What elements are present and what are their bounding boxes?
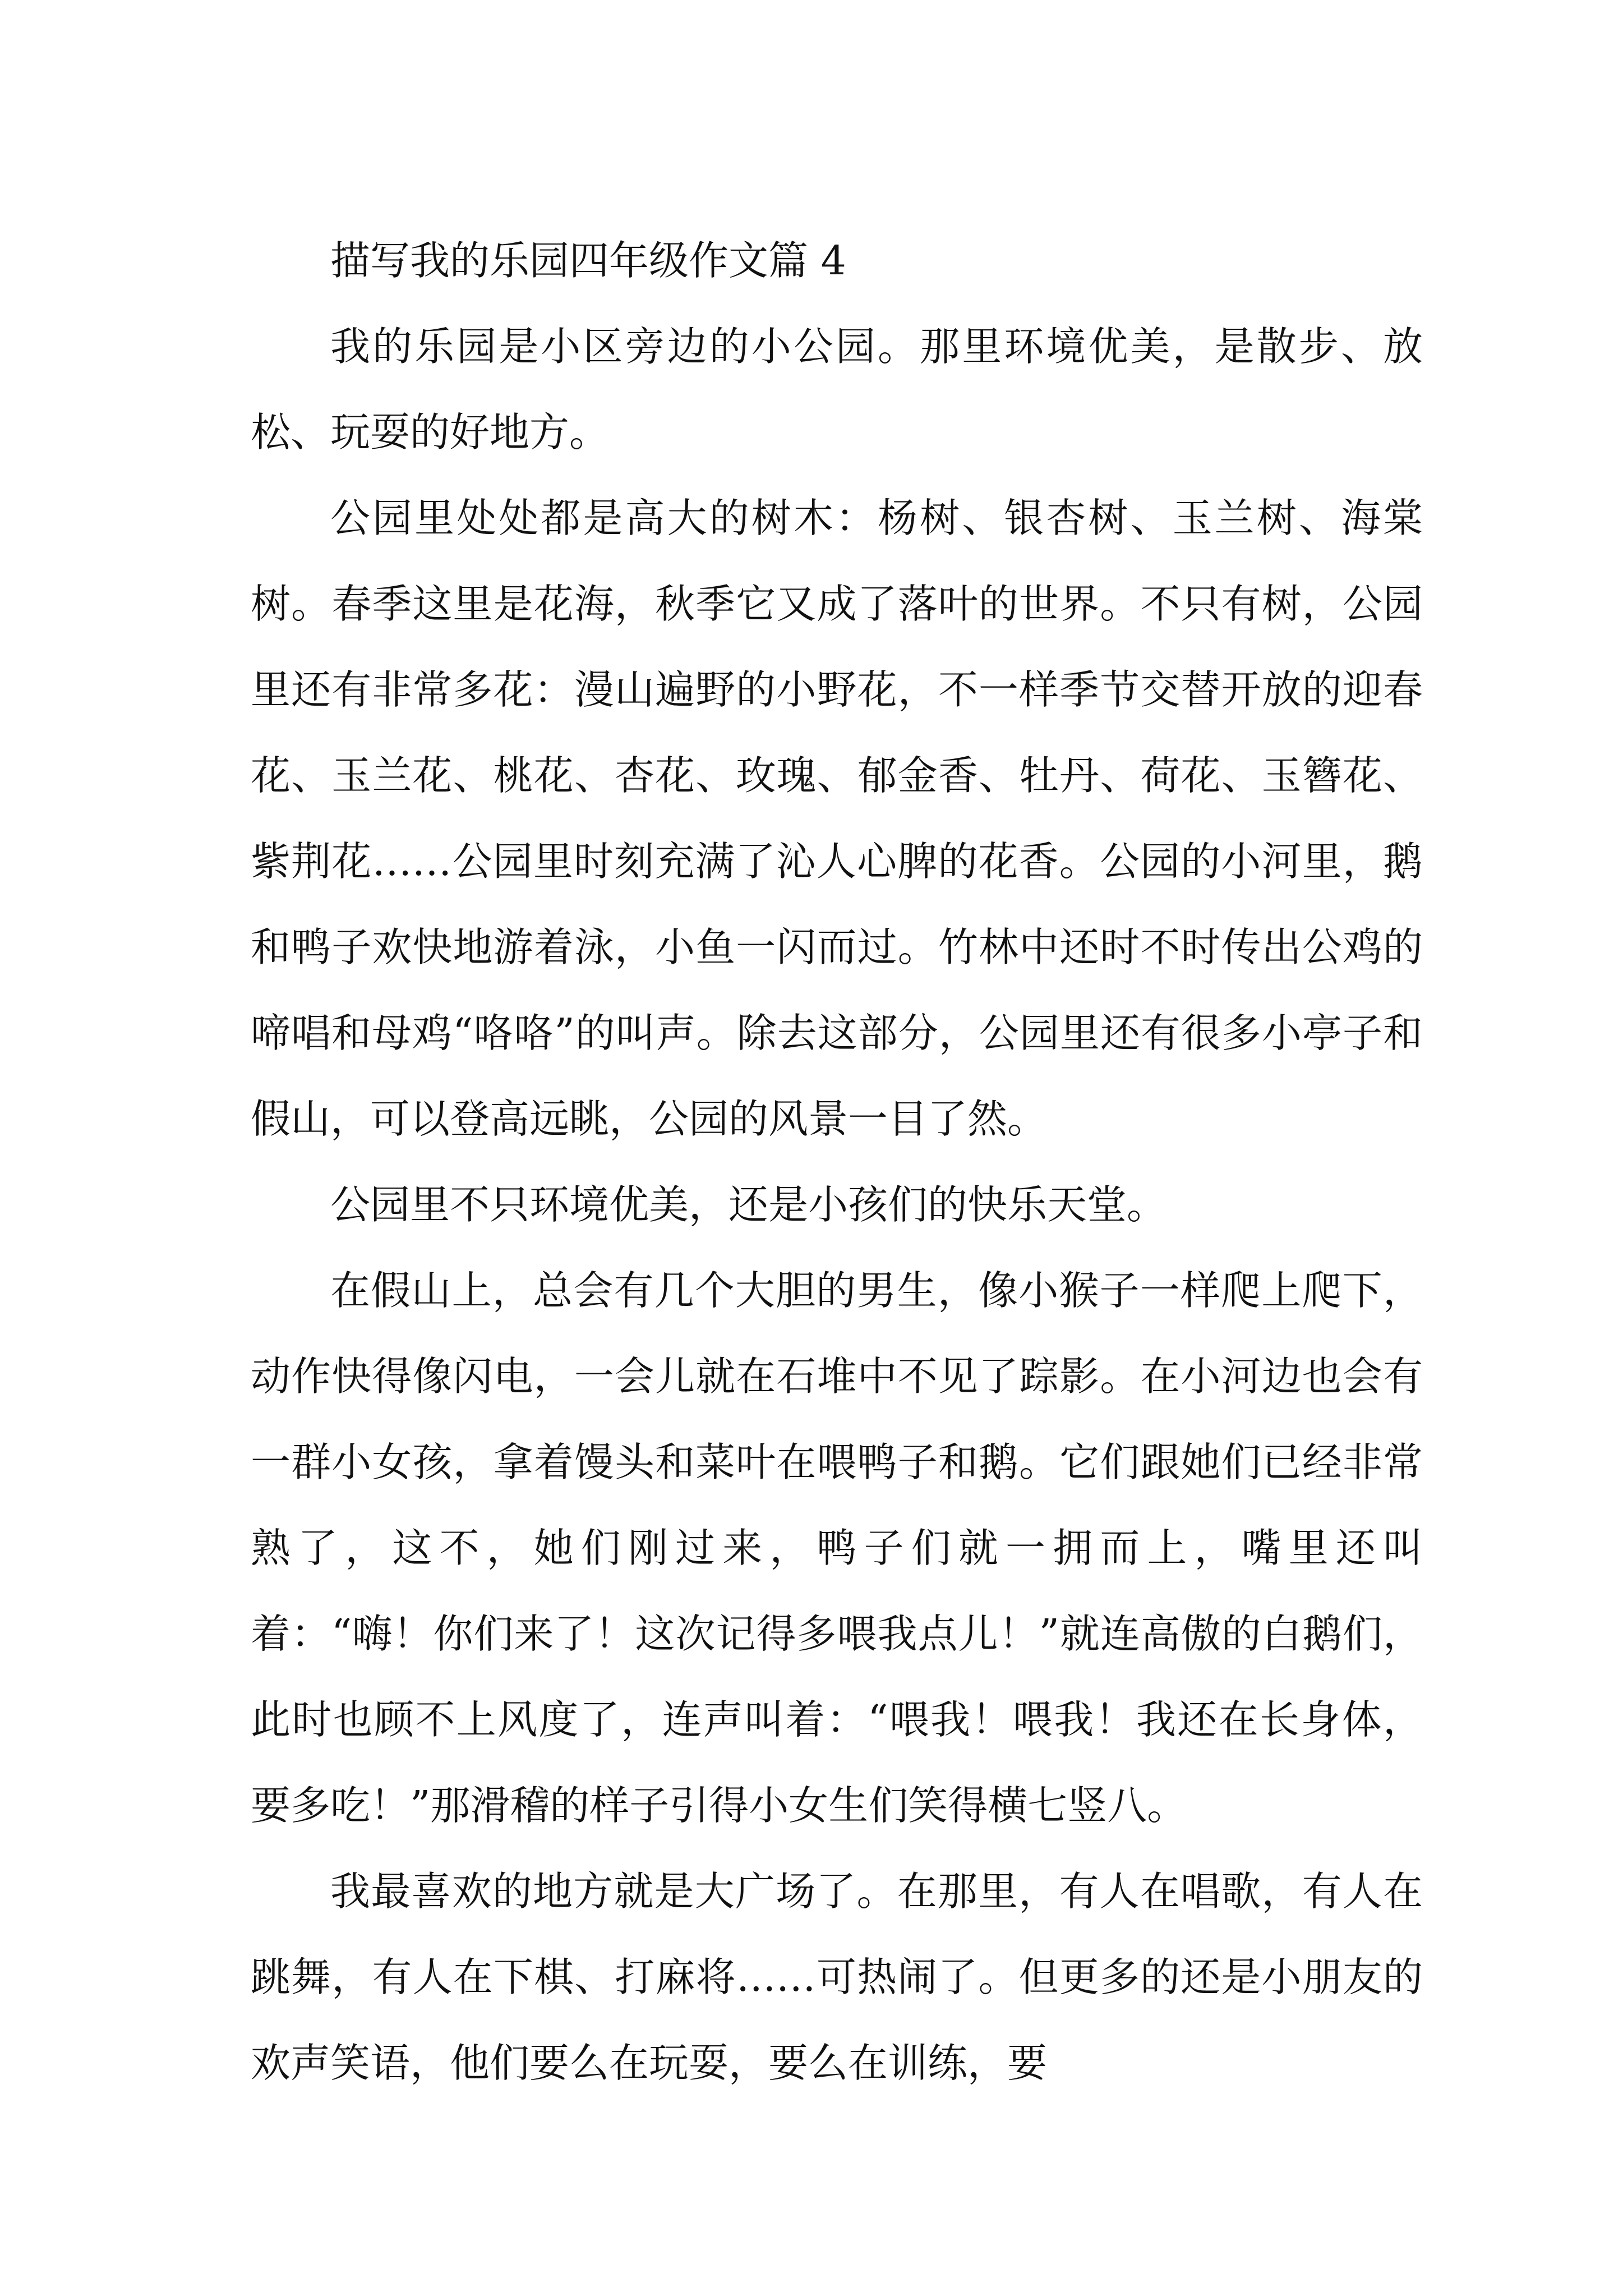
paragraph-rockery-river: 在假山上，总会有几个大胆的男生，像小猴子一样爬上爬下，动作快得像闪电，一会儿就在石堆中不见了踪影。在小河边也会有一群小女孩，拿着馒头和菜叶在喂鸭子和鹅。它们跟她们已经非常熟了，这不，她们刚过来，鸭子们就一拥而上，嘴里还叫着：“嗨！你们来了！这次记得多喂我点儿！”就连高傲的白鹅们，此时也顾不上风度了，连声叫着：“喂我！喂我！我还在长身体，要多吃！”那滑稽的样子引得小女生们笑得横七竖八。 bbox=[251, 1267, 1423, 1829]
paragraph-square: 我最喜欢的地方就是大广场了。在那里，有人在唱歌，有人在跳舞，有人在下棋、打麻将……可热闹了。但更多的还是小朋友的欢声笑语，他们要么在玩耍，要么在训练，要 bbox=[251, 1868, 1423, 2086]
paragraph-children-paradise: 公园里不只环境优美，还是小孩们的快乐天堂。 bbox=[330, 1181, 1167, 1228]
paragraph-intro: 我的乐园是小区旁边的小公园。那里环境优美，是散步、放松、玩耍的好地方。 bbox=[251, 323, 1423, 455]
paragraph-trees-flowers: 公园里处处都是高大的树木：杨树、银杏树、玉兰树、海棠树。春季这里是花海，秋季它又成了落叶的世界。不只有树，公园里还有非常多花：漫山遍野的小野花，不一样季节交替开放的迎春花、玉兰花、桃花、杏花、玫瑰、郁金香、牡丹、荷花、玉簪花、紫荆花……公园里时刻充满了沁人心脾的花香。公园的小河里，鹅和鸭子欢快地游着泳，小鱼一闪而过。竹林中还时不时传出公鸡的啼唱和母鸡“咯咯”的叫声。除去这部分，公园里还有很多小亭子和假山，可以登高远眺，公园的风景一目了然。 bbox=[251, 495, 1423, 1142]
article-title: 描写我的乐园四年级作文篇 4 bbox=[330, 237, 846, 284]
article-body bbox=[251, 218, 1423, 2106]
